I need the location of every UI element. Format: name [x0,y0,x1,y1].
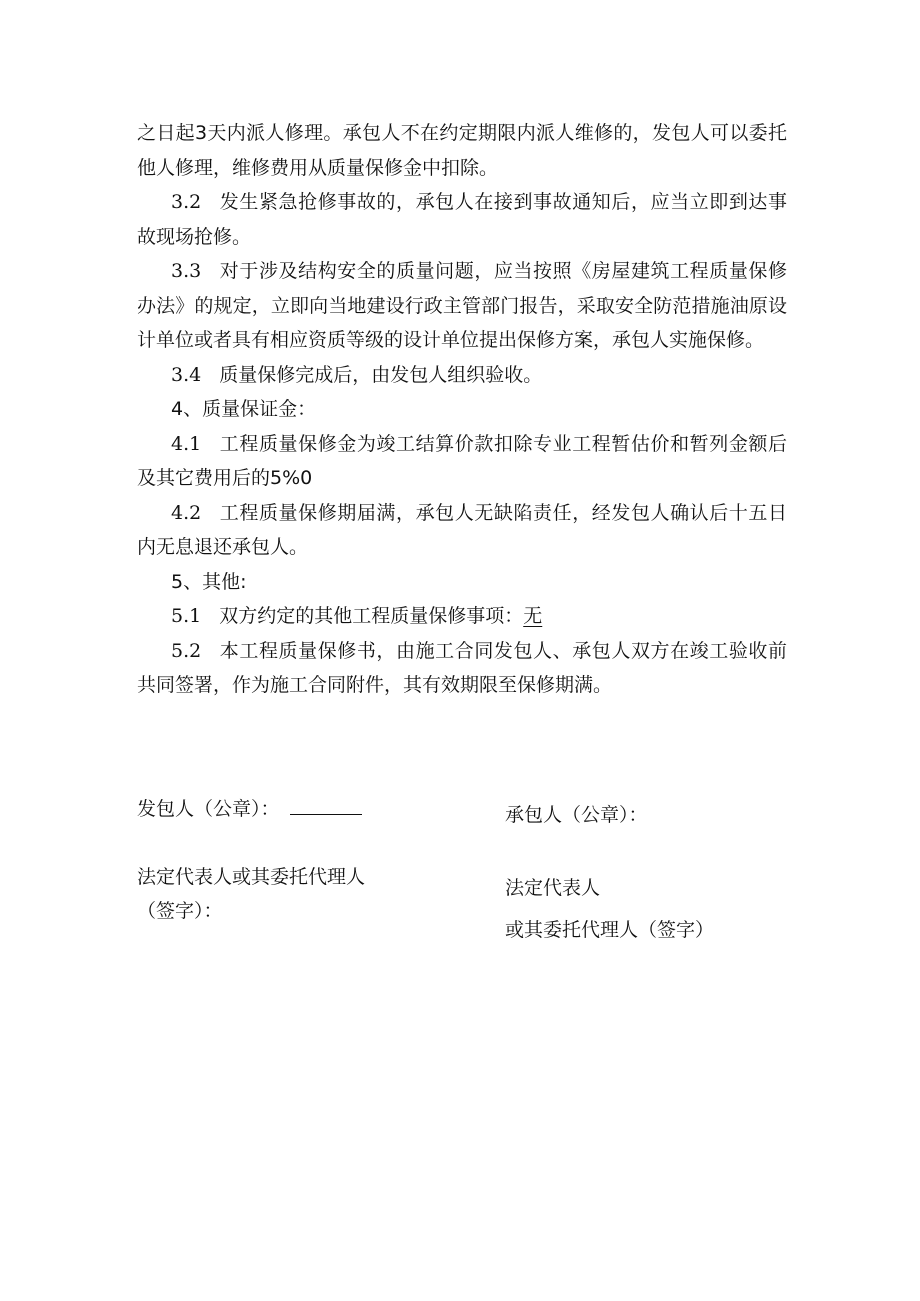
employer-seal-blank[interactable] [290,796,362,815]
employer-seal-label [137,794,362,824]
paragraph-text: 发生紧急抢修事故的，承包人在接到事故通知后，应当立即到达事故现场抢修。 [137,191,787,248]
employer-rep-line1 [137,862,365,892]
paragraph-text: 双方约定的其他工程质量保修事项： [219,605,524,627]
paragraph-text: 本工程质量保修书，由施工合同发包人、承包人双方在竣工验收前共同签署，作为施工合同附件，其有效期限至保修期满。 [137,639,787,696]
paragraph-text: 质量保修完成后，由发包人组织验收。 [219,363,543,386]
clause-3-2 [137,185,787,254]
contractor-seal-text: 承包人（公章）： [505,804,648,826]
paragraph-text: 5、其他: [171,570,247,593]
contractor-seal-label [505,800,648,830]
contractor-rep-clipped-line [505,910,785,941]
clause-5-2 [137,634,787,703]
paragraph-continuation [137,116,787,185]
clause-number: 5.1 [171,605,202,627]
clause-number: 3.2 [171,191,202,213]
underlined-answer: 无 [523,605,543,627]
paragraph-text: 工程质量保修金为竣工结算价款扣除专业工程暂估价和暂列金额后及其它费用后的5%0 [137,432,787,489]
employer-rep-line2 [137,896,223,926]
paragraph-text: 对于涉及结构安全的质量问题，应当按照《房屋建筑工程质量保修办法》的规定，立即向当地建设行政主管部门报告，采取安全防范措施油原设计单位或者具有相应资质等级的设计单位提出保修方案，承包人实施保修。 [137,260,787,351]
section-5-heading [137,565,787,600]
clause-4-1 [137,427,787,496]
clause-number: 3.4 [171,363,202,386]
contractor-rep-label [505,873,600,903]
paragraph-text: 之日起3天内派人修理。承包人不在约定期限内派人维修的，发包人可以委托他人修理，维修费用从质量保修金中扣除。 [137,122,787,179]
clause-number: 4.2 [171,501,202,524]
clause-number: 3.3 [171,260,202,282]
clause-3-3 [137,254,787,358]
clause-number: 4.1 [171,432,202,455]
employer-rep-text: 法定代表人或其委托代理人 [137,866,366,888]
paragraph-text: 4、质量保证金： [171,398,317,420]
document-body [137,116,787,703]
contractor-rep-text: 法定代表人 [505,877,601,899]
section-4-heading [137,392,787,427]
clause-number: 5.2 [171,639,202,662]
employer-seal-text: 发包人（公章）： [137,798,280,820]
clause-3-4 [137,358,787,393]
clause-5-1 [137,599,787,634]
contractor-rep-clipped-text: 或其委托代理人（签字） [505,919,715,941]
employer-sign-text: （签字）： [137,900,223,922]
clause-4-2 [137,496,787,565]
paragraph-text: 工程质量保修期届满，承包人无缺陷责任，经发包人确认后十五日内无息退还承包人。 [137,501,787,558]
